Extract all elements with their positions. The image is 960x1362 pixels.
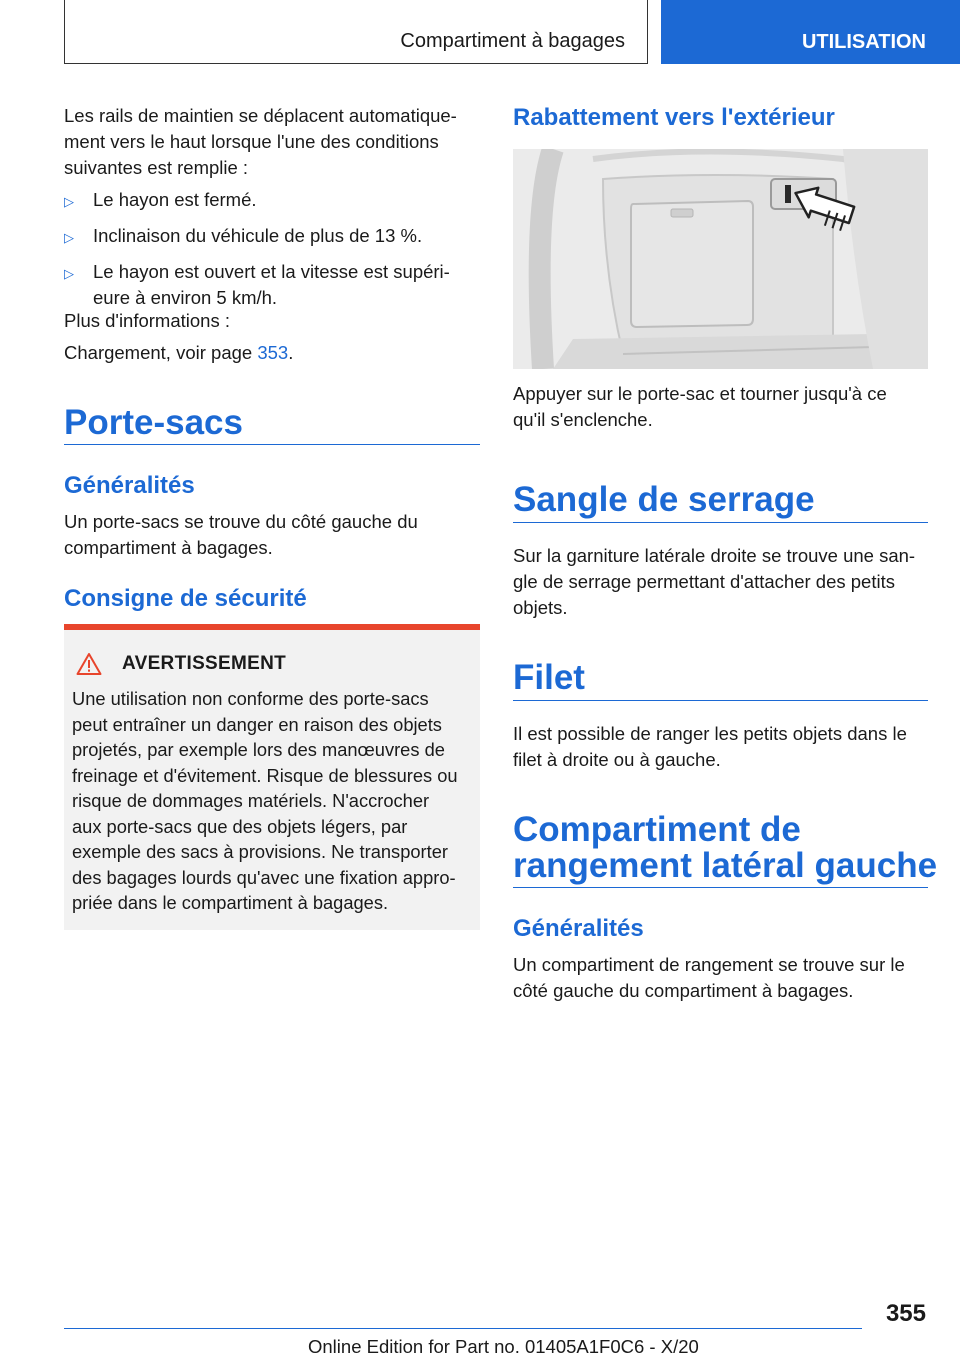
heading-filet: Filet	[513, 658, 585, 697]
text-line: projetés, par exemple lors des manœuvres de	[72, 739, 445, 760]
rabattement-paragraph	[513, 381, 933, 433]
list-item-text	[93, 259, 484, 311]
heading-generalites: Généralités	[64, 472, 195, 499]
heading-compartiment-rangement	[513, 812, 943, 884]
text-line: qu'il s'enclenche.	[513, 409, 653, 430]
page-link-353[interactable]: 353	[257, 342, 289, 363]
intro-paragraph	[64, 103, 484, 181]
heading-rule	[513, 522, 928, 523]
reference-text: Chargement, voir page	[64, 342, 258, 363]
text-line: Il est possible de ranger les petits objets dans le	[513, 723, 907, 744]
list-item-text: Le hayon est fermé.	[93, 189, 257, 210]
text-line: Un porte-sacs se trouve du côté gauche du	[64, 511, 418, 532]
text-line: Le hayon est ouvert et la vitesse est supéri-	[93, 261, 450, 282]
header-chapter-label: UTILISATION	[801, 31, 926, 53]
warning-text	[72, 686, 476, 916]
header-chapter-tab[interactable]	[661, 0, 960, 64]
triangle-bullet-icon: ▷	[64, 194, 74, 209]
page-number: 355	[885, 1300, 926, 1327]
triangle-bullet-icon: ▷	[64, 266, 74, 281]
text-line: priée dans le compartiment à bagages.	[72, 892, 389, 913]
heading-generalites-2: Généralités	[513, 915, 644, 942]
heading-line: Compartiment de	[513, 810, 801, 849]
text-line: côté gauche du compartiment à bagages.	[513, 980, 854, 1001]
header-section-box	[64, 0, 648, 64]
header-section-title: Compartiment à bagages	[400, 30, 625, 52]
text-line: freinage et d'évitement. Risque de blessures ou	[72, 764, 458, 786]
heading-rule	[513, 700, 928, 701]
text-line: eure à environ 5 km/h.	[93, 287, 278, 308]
text-line: exemple des sacs à provisions. Ne transporter	[72, 841, 448, 862]
reference-suffix: .	[288, 342, 294, 363]
text-line: ment vers le haut lorsque l'une des conditions	[64, 131, 439, 152]
text-line: Sur la garniture latérale droite se trouve une san-	[513, 545, 916, 566]
text-line: compartiment à bagages.	[64, 537, 273, 558]
text-line: Appuyer sur le porte-sac et tourner jusqu'à ce	[513, 383, 887, 404]
bag-hook-illustration	[513, 149, 928, 369]
warning-triangle-icon	[76, 652, 102, 676]
text-line: Une utilisation non conforme des porte-sacs	[72, 688, 429, 709]
more-info-label: Plus d'informations :	[64, 310, 230, 331]
footer-rule	[64, 1328, 862, 1329]
text-line: des bagages lourds qu'avec une fixation appro-	[72, 866, 456, 888]
sangle-paragraph	[513, 543, 933, 621]
text-line: risque de dommages matériels. N'accrocher	[72, 790, 430, 811]
trunk-illustration	[513, 149, 928, 369]
list-item-text: Inclinaison du véhicule de plus de 13 %.	[93, 225, 423, 246]
compartiment-paragraph	[513, 952, 933, 1004]
loading-reference	[64, 340, 293, 366]
text-line: filet à droite ou à gauche.	[513, 749, 721, 770]
filet-paragraph	[513, 721, 933, 773]
warning-box	[64, 624, 480, 930]
text-line: objets.	[513, 597, 568, 618]
text-line: Un compartiment de rangement se trouve sur le	[513, 954, 905, 975]
text-line: peut entraîner un danger en raison des objets	[72, 713, 442, 735]
footer-edition-text: Online Edition for Part no. 01405A1F0C6 - X/20	[308, 1336, 699, 1357]
text-line: aux porte-sacs que des objets légers, par	[72, 815, 408, 837]
text-line: Les rails de maintien se déplacent automatique-	[64, 105, 457, 126]
text-line: suivantes est remplie :	[64, 157, 249, 178]
heading-rule	[64, 444, 480, 445]
heading-sangle-serrage: Sangle de serrage	[513, 480, 815, 519]
list-item	[64, 223, 484, 251]
heading-rabattement: Rabattement vers l'extérieur	[513, 104, 835, 131]
condition-list	[64, 187, 484, 311]
list-item	[64, 187, 484, 215]
list-item	[64, 259, 484, 311]
triangle-bullet-icon: ▷	[64, 230, 74, 245]
generalites-paragraph	[64, 509, 484, 561]
warning-title: AVERTISSEMENT	[122, 653, 287, 674]
heading-porte-sacs: Porte-sacs	[64, 403, 243, 442]
heading-consigne-securite: Consigne de sécurité	[64, 585, 307, 612]
text-line: gle de serrage permettant d'attacher des petits	[513, 571, 895, 592]
heading-line: rangement latéral gauche	[513, 846, 938, 885]
warning-header	[76, 652, 286, 676]
heading-rule	[513, 887, 928, 888]
